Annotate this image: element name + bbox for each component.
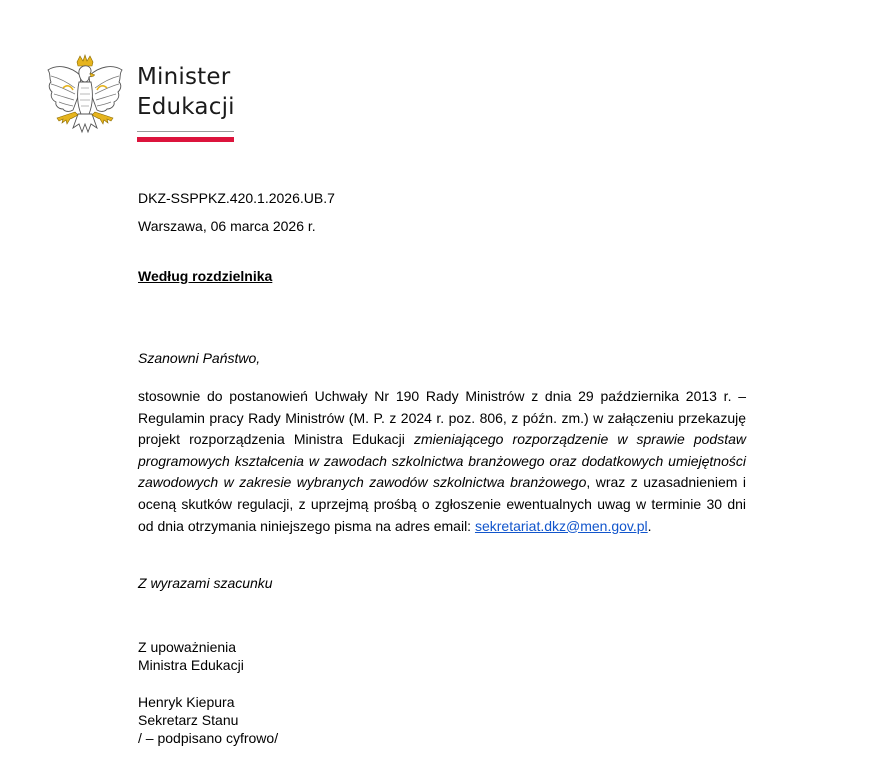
header-red-rule	[137, 137, 234, 142]
ministry-name-line2: Edukacji	[137, 94, 235, 120]
ministry-name-line1: Minister	[137, 64, 231, 90]
letter-date: Warszawa, 06 marca 2026 r.	[138, 218, 316, 234]
reference-number: DKZ-SSPPKZ.420.1.2026.UB.7	[138, 190, 335, 206]
header-gray-rule	[137, 131, 234, 132]
email-link[interactable]: sekretariat.dkz@men.gov.pl	[474, 517, 648, 534]
closing: Z wyrazami szacunku	[138, 575, 273, 591]
white-eagle-emblem-icon	[45, 54, 125, 142]
greeting: Szanowni Państwo,	[138, 350, 261, 366]
signature-authorization: Z upoważnienia	[138, 639, 237, 655]
body-text-part2: , wraz z uzasadnieniem i oceną skutków regulacji, z uprzejmą prośbą o zgłoszenie ewentualnych uwag w terminie 30 dni od dnia otrzymania niniejszego pisma na adres email:	[138, 474, 746, 534]
letter-body	[138, 386, 746, 537]
regulation-title: zmieniającego rozporządzenie w sprawie podstaw programowych kształcenia w zawodach szkolnictwa branżowego oraz dodatkowych umiejętności zawodowych w zakresie wybranych zawodów szkolnictwa branżowego	[138, 431, 746, 491]
digital-signature-note: / – podpisano cyfrowo/	[138, 730, 279, 746]
signatory-position: Sekretarz Stanu	[138, 712, 239, 728]
body-text-end: .	[647, 517, 652, 534]
recipient: Według rozdzielnika	[138, 268, 273, 284]
body-text-part1: stosownie do postanowień Uchwały Nr 190 Rady Ministrów z dnia 29 października 2013 r. – Regulamin pracy Rady Ministrów (M. P. z 2024 r. poz. 806, z późn. zm.) w załączeniu przekazuję projekt rozporządzenia Ministra Edukacji	[138, 388, 746, 448]
ministry-name	[137, 62, 235, 122]
signatory-name: Henryk Kiepura	[138, 694, 235, 710]
signature-authority: Ministra Edukacji	[138, 657, 244, 673]
